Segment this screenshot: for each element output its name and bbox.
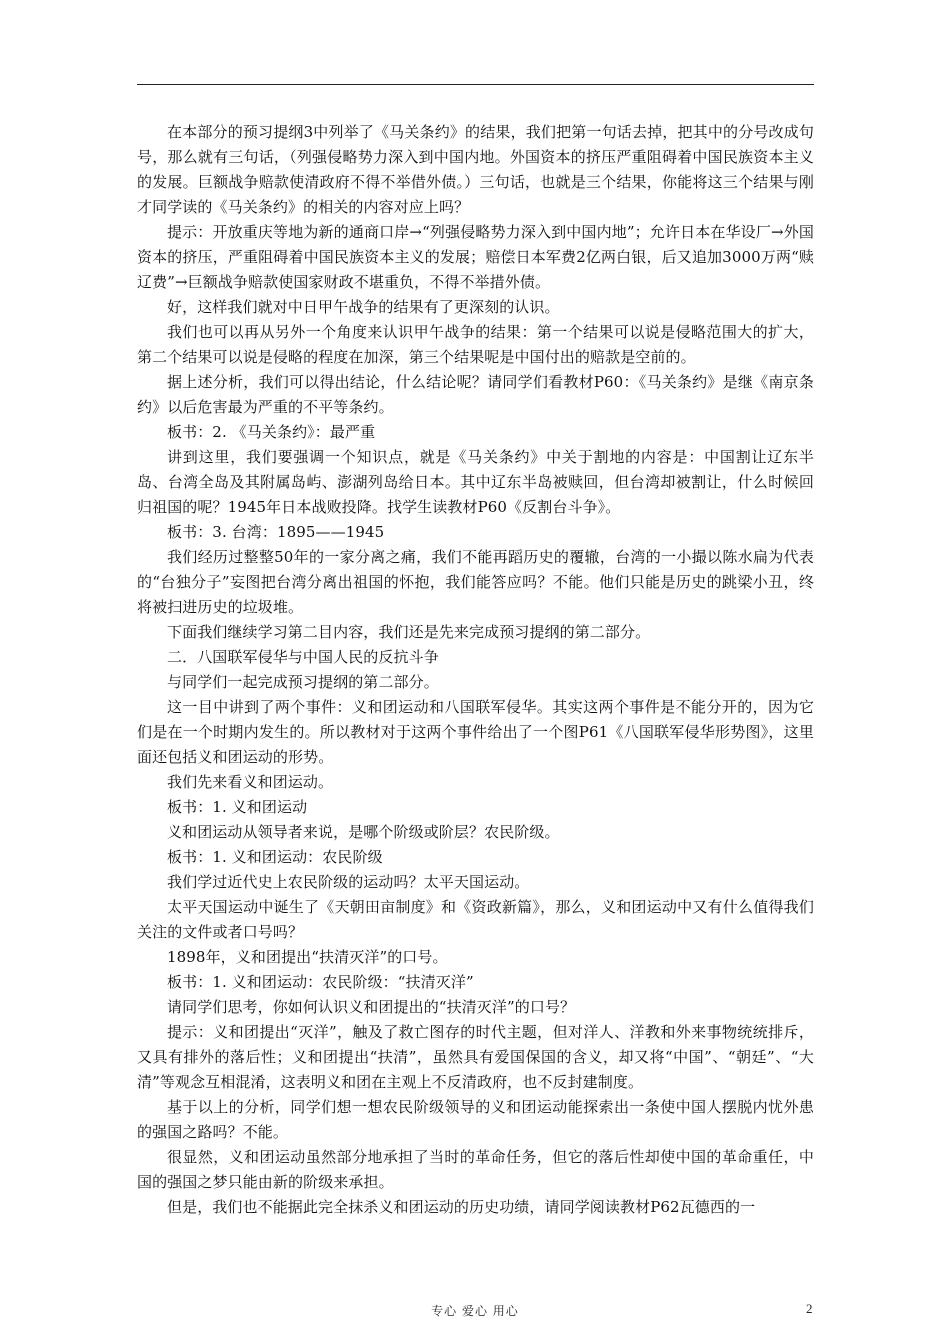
paragraph: 太平天国运动中诞生了《天朝田亩制度》和《资政新篇》，那么，义和团运动中又有什么值得我们关注的文件或者口号吗？ <box>137 898 814 941</box>
paragraph: 下面我们继续学习第二目内容，我们还是先来完成预习提纲的第二部分。 <box>167 623 651 641</box>
paragraph: 在本部分的预习提纲3中列举了《马关条约》的结果，我们把第一句话去掉，把其中的分号改成句号，那么就有三句话，（列强侵略势力深入到中国内地。外国资本的挤压严重阻碍着中国民族资本主义的发展。巨额战争赔款使清政府不得不举借外债。）三句话，也就是三个结果，你能将这三个结果与刚才同学读的《马关条约》的相关的内容对应上吗？ <box>137 123 814 216</box>
paragraph: 我们先来看义和团运动。 <box>167 773 334 791</box>
paragraph: 这一目中讲到了两个事件：义和团运动和八国联军侵华。其实这两个事件是不能分开的，因为它们是在一个时期内发生的。所以教材对于这两个事件给出了一个图P61《八国联军侵华形势图》，这里面还包括义和团运动的形势。 <box>137 698 814 766</box>
section-heading: 二．八国联军侵华与中国人民的反抗斗争 <box>167 648 439 666</box>
board-note: 板书：2. 《马关条约》：最严重 <box>167 423 376 441</box>
paragraph: 我们学过近代史上农民阶级的运动吗？太平天国运动。 <box>167 873 530 891</box>
paragraph: 请同学们思考，你如何认识义和团提出的“扶清灭洋”的口号？ <box>167 998 576 1016</box>
board-note: 板书：3. 台湾：1895——1945 <box>167 523 385 541</box>
board-note: 板书：1. 义和团运动：农民阶级 <box>167 848 383 866</box>
paragraph: 提示：开放重庆等地为新的通商口岸→“列强侵略势力深入到中国内地”；允许日本在华设厂→外国资本的挤压，严重阻碍着中国民族资本主义的发展；赔偿日本军费2亿两白银，后又追加3000万两“赎辽费”→巨额战争赔款使国家财政不堪重负，不得不举措外债。 <box>137 223 814 291</box>
paragraph: 讲到这里，我们要强调一个知识点，就是《马关条约》中关于割地的内容是：中国割让辽东半岛、台湾全岛及其附属岛屿、澎湖列岛给日本。其中辽东半岛被赎回，但台湾却被割让，什么时候回归祖国的呢？1945年日本战败投降。找学生读教材P60《反割台斗争》。 <box>137 448 814 516</box>
paragraph: 提示：义和团提出“灭洋”，触及了救亡图存的时代主题，但对洋人、洋教和外来事物统统排斥，又具有排外的落后性；义和团提出“扶清”，虽然具有爱国保国的含义，却又将“中国”、“朝廷”、“大清”等观念互相混淆，这表明义和团在主观上不反清政府，也不反封建制度。 <box>137 1023 814 1091</box>
paragraph: 好，这样我们就对中日甲午战争的结果有了更深刻的认识。 <box>167 298 560 316</box>
footer-motto: 专心 爱心 用心 <box>431 1304 519 1318</box>
header-rule <box>137 84 814 85</box>
paragraph: 基于以上的分析，同学们想一想农民阶级领导的义和团运动能探索出一条使中国人摆脱内忧外患的强国之路吗？不能。 <box>137 1098 814 1141</box>
paragraph: 据上述分析，我们可以得出结论，什么结论呢？请同学们看教材P60：《马关条约》是继《南京条约》以后危害最为严重的不平等条约。 <box>137 373 814 416</box>
paragraph: 很显然，义和团运动虽然部分地承担了当时的革命任务，但它的落后性却使中国的革命重任，中国的强国之梦只能由新的阶级来承担。 <box>137 1148 814 1191</box>
board-note: 板书：1. 义和团运动：农民阶级：“扶清灭洋” <box>167 973 474 991</box>
page-number: 2 <box>806 1301 813 1316</box>
paragraph: 义和团运动从领导者来说，是哪个阶级或阶层？农民阶级。 <box>167 823 560 841</box>
paragraph: 1898年，义和团提出“扶清灭洋”的口号。 <box>167 948 448 966</box>
paragraph: 与同学们一起完成预习提纲的第二部分。 <box>167 673 439 691</box>
paragraph: 我们也可以再从另外一个角度来认识甲午战争的结果：第一个结果可以说是侵略范围大的扩大，第二个结果可以说是侵略的程度在加深，第三个结果呢是中国付出的赔款是空前的。 <box>137 323 814 366</box>
paragraph: 我们经历过整整50年的一家分离之痛，我们不能再蹈历史的覆辙，台湾的一小撮以陈水扁为代表的“台独分子”妄图把台湾分离出祖国的怀抱，我们能答应吗？不能。他们只能是历史的跳梁小丑，终将被扫进历史的垃圾堆。 <box>137 548 814 616</box>
document-body <box>137 120 814 1220</box>
board-note: 板书：1. 义和团运动 <box>167 798 308 816</box>
paragraph: 但是，我们也不能据此完全抹杀义和团运动的历史功绩，请同学阅读教材P62瓦德西的一 <box>167 1198 756 1216</box>
